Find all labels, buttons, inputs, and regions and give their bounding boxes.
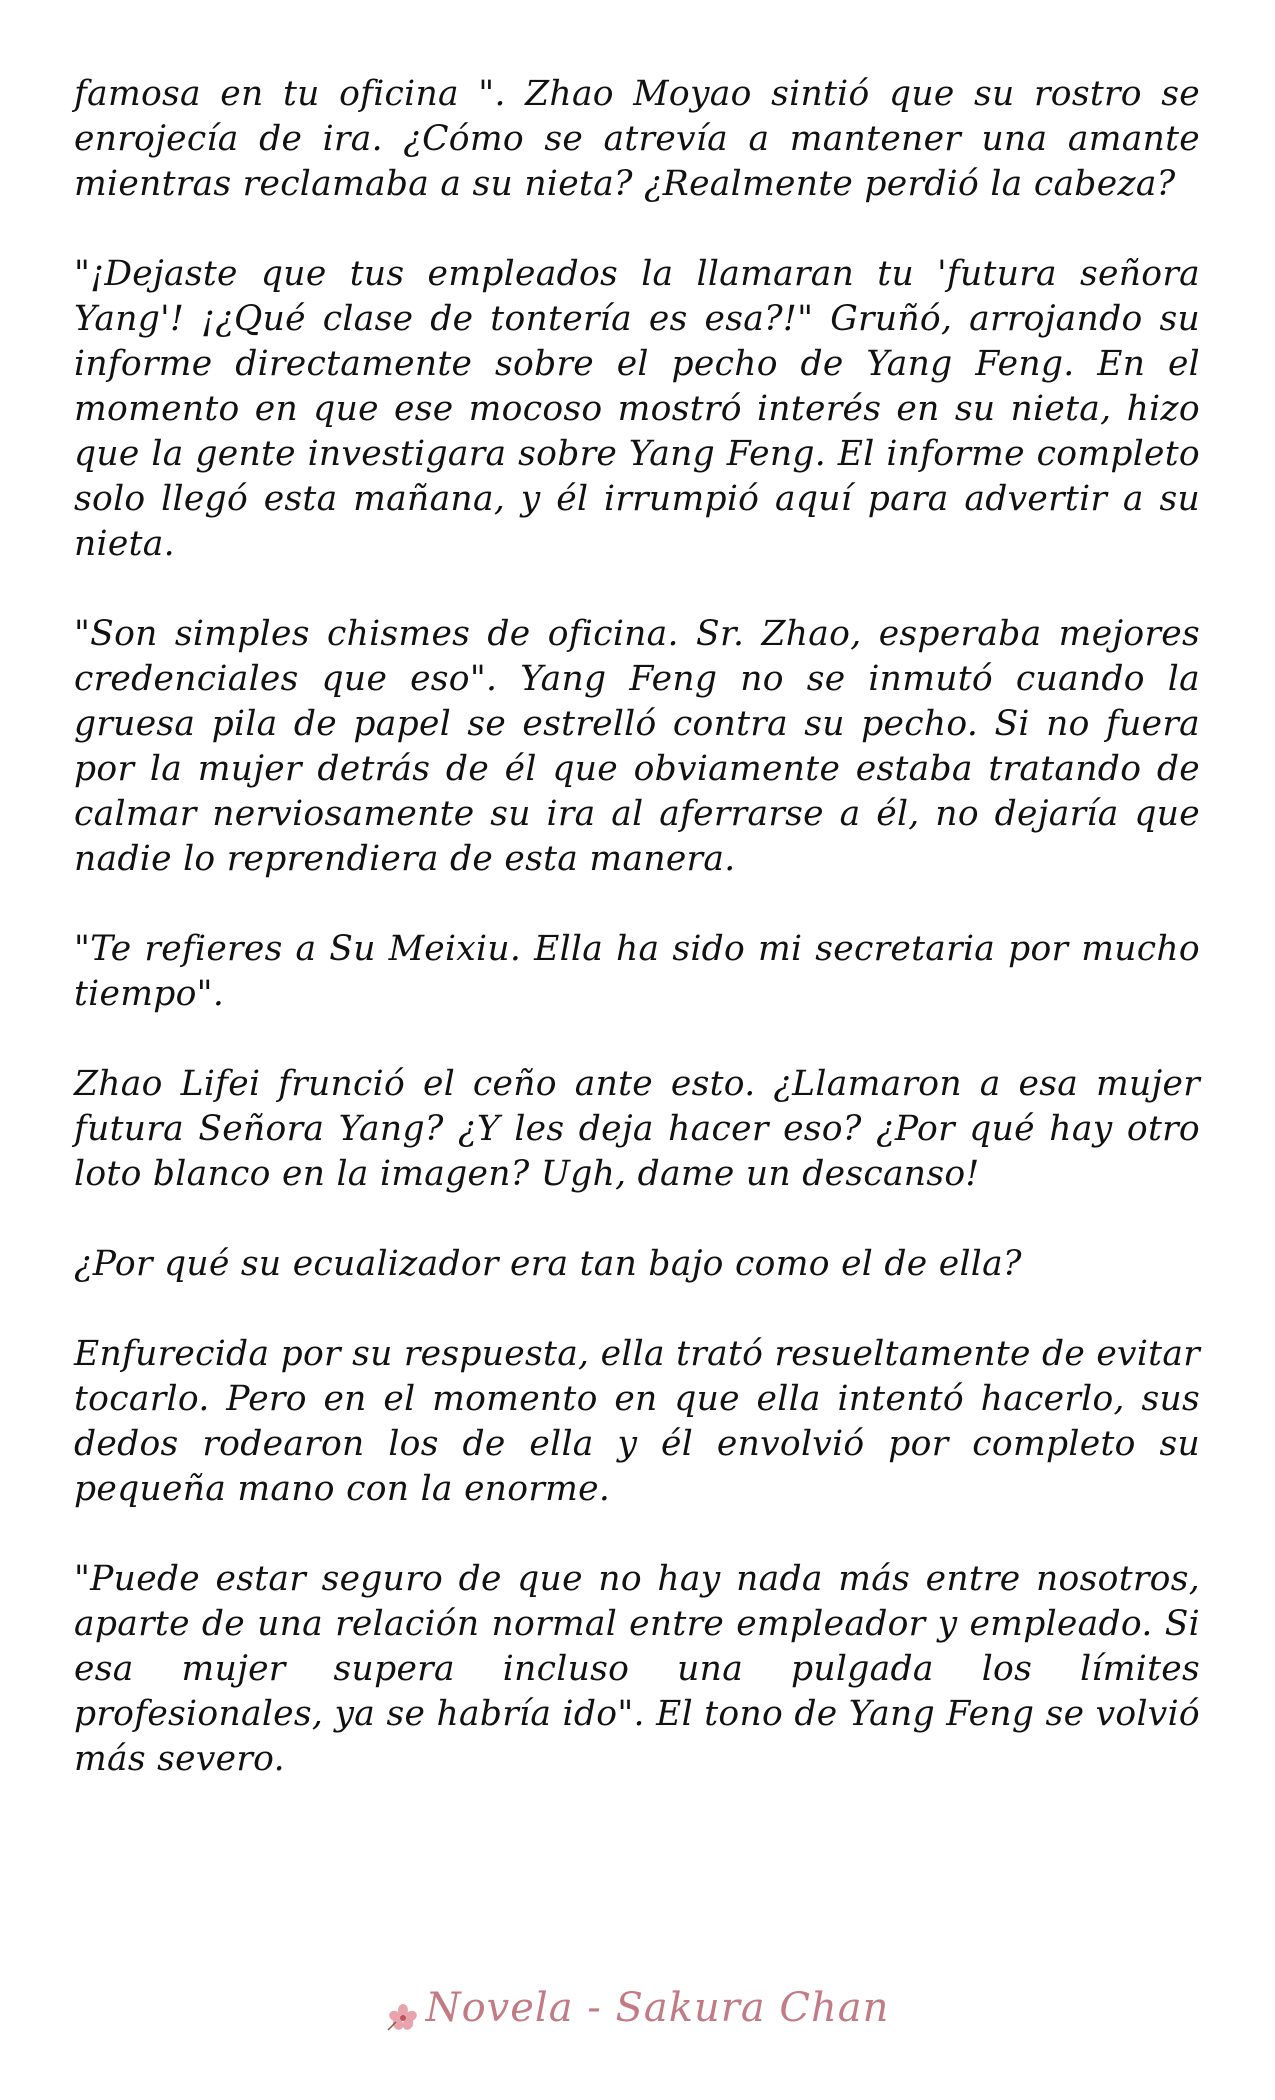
sakura-flower-icon xyxy=(386,1996,420,2026)
paragraph-4: "Te refieres a Su Meixiu. Ella ha sido mi secretaria por mucho tiempo". xyxy=(74,929,1200,1014)
paragraph-7: Enfurecida por su respuesta, ella trató resueltamente de evitar tocarlo. Pero en el momento en que ella intentó hacerlo, sus dedos rodearon los de ella y él envolvió por completo su pequeña mano con la enorme. xyxy=(74,1334,1200,1509)
paragraph-6: ¿Por qué su ecualizador era tan bajo como el de ella? xyxy=(74,1244,1022,1284)
paragraph-8: "Puede estar seguro de que no hay nada más entre nosotros, aparte de una relación normal entre empleador y empleado. Si esa mujer supera incluso una pulgada los límites profesionales, ya se habría ido". El tono de Yang Feng se volvió más severo. xyxy=(74,1559,1200,1779)
paragraph-5: Zhao Lifei frunció el ceño ante esto. ¿Llamaron a esa mujer futura Señora Yang? ¿Y les deja hacer eso? ¿Por qué hay otro loto blanco en la imagen? Ugh, dame un descanso! xyxy=(74,1064,1200,1194)
paragraph-3: "Son simples chismes de oficina. Sr. Zhao, esperaba mejores credenciales que eso". Yang Feng no se inmutó cuando la gruesa pila de papel se estrelló contra su pecho. Si no fuera por la mujer detrás de él que obviamente estaba tratando de calmar nerviosamente su ira al aferrarse a él, no dejaría que nadie lo reprendiera de esta manera. xyxy=(74,614,1200,879)
watermark-text: Novela - Sakura Chan xyxy=(425,1985,890,2031)
document-body xyxy=(74,72,1200,1827)
paragraph-2: "¡Dejaste que tus empleados la llamaran tu 'futura señora Yang'! ¡¿Qué clase de tontería es esa?!" Gruñó, arrojando su informe directamente sobre el pecho de Yang Feng. En el momento en que ese mocoso mostró interés en su nieta, hizo que la gente investigara sobre Yang Feng. El informe completo solo llegó esta mañana, y él irrumpió aquí para advertir a su nieta. xyxy=(74,254,1200,564)
paragraph-1: famosa en tu oficina ". Zhao Moyao sintió que su rostro se enrojecía de ira. ¿Cómo se atrevía a mantener una amante mientras reclamaba a su nieta? ¿Realmente perdió la cabeza? xyxy=(74,74,1200,204)
watermark xyxy=(0,1985,1275,2031)
